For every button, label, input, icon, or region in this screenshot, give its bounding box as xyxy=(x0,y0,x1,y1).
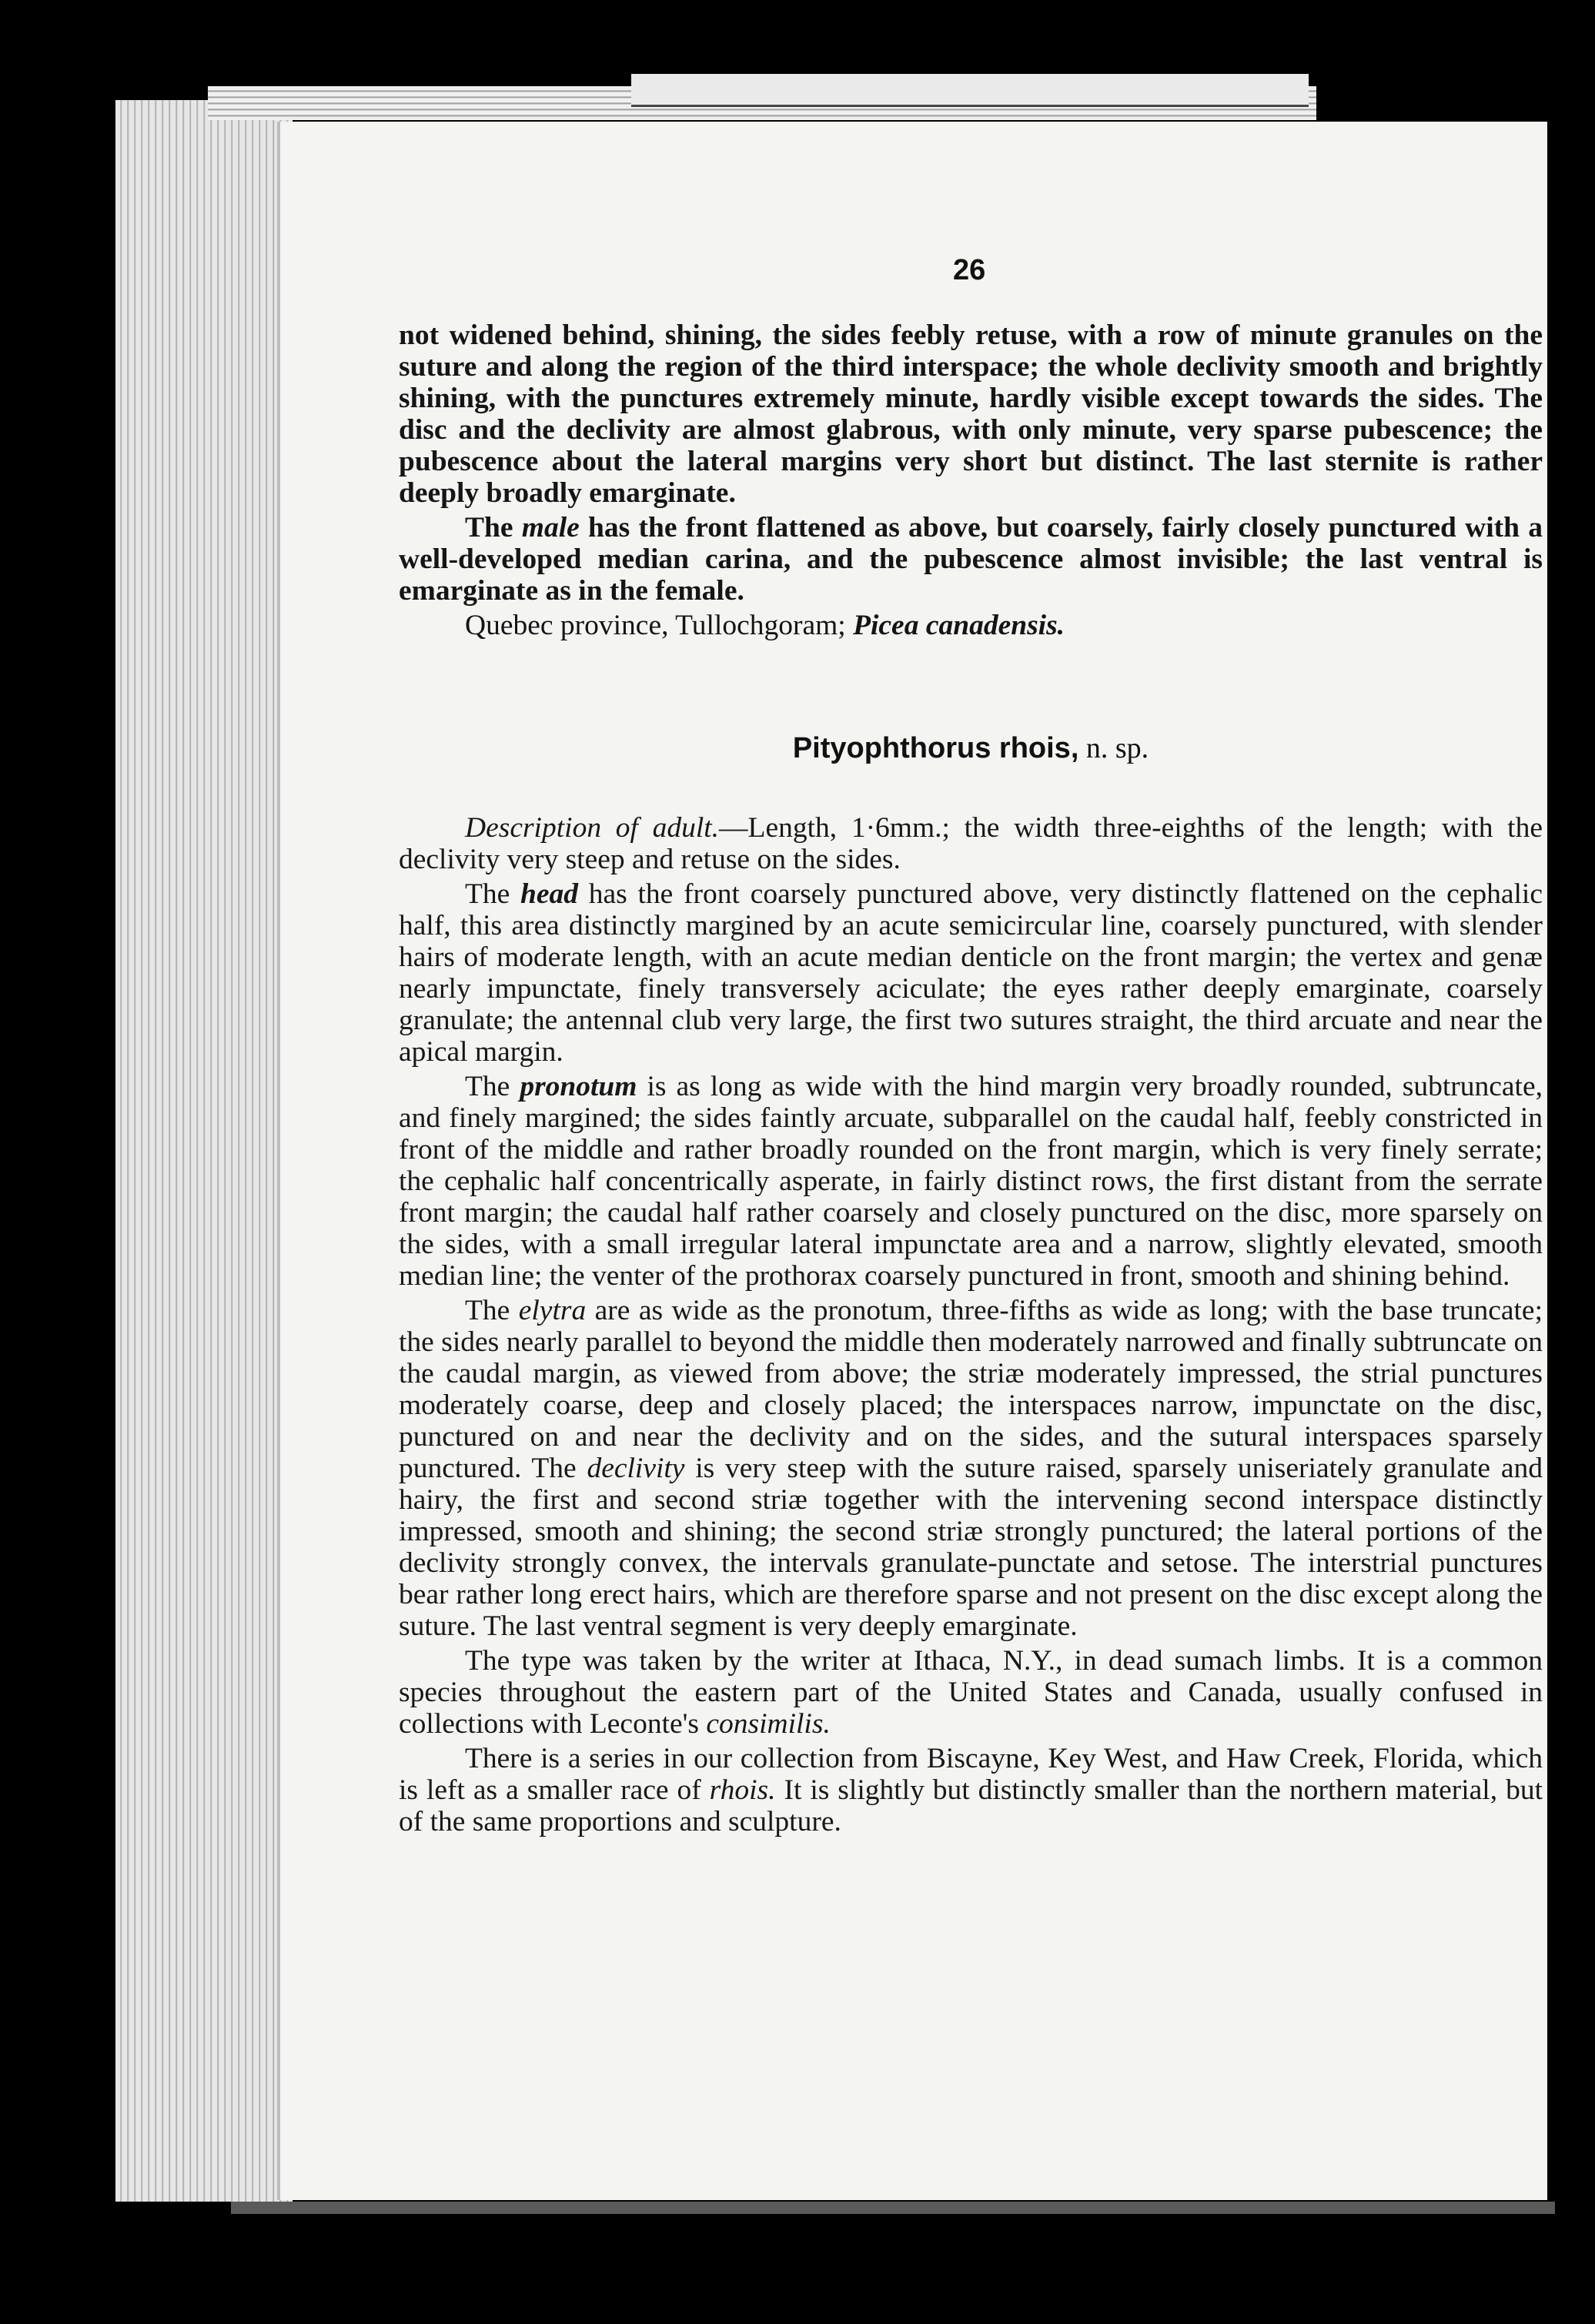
description-paragraph-4 xyxy=(399,1295,1543,1642)
intro-paragraph-2 xyxy=(399,512,1543,607)
intro-p2-em: male xyxy=(521,512,580,543)
description-block xyxy=(399,812,1543,1841)
description-paragraph-6 xyxy=(399,1743,1543,1837)
intro-p2-pre: The xyxy=(465,512,522,543)
desc-p2-post: has the front coarsely punctured above, very distinctly flattened on the cephalic half, this area distinctly margined by an acute semicircular line, coarsely punctured, with slender hairs of moderate length, with an acute median denticle on the front margin; the vertex and genæ nearly impunctate, finely transversely aciculate; the eyes rather deeply emarginate, coarsely granulate; the antennal club very large, the first two sutures straight, the third arcuate and near the apical margin. xyxy=(399,878,1543,1068)
intro-p3-pre: Quebec province, Tullochgoram; xyxy=(465,610,854,641)
desc-p6-post: It is slightly but distinctly smaller than the northern material, but of the same proportions and sculpture. xyxy=(399,1774,1543,1837)
description-paragraph-1 xyxy=(399,812,1543,875)
desc-p3-pre: The xyxy=(465,1071,520,1102)
desc-p1-post: —Length, 1·6mm.; the width three-eighths of the length; with the declivity very steep and retuse on the sides. xyxy=(399,812,1543,875)
desc-p4-post: is very steep with the suture raised, sparsely uniseriately granulate and hairy, the first and second striæ together with the intervening second interspace distinctly impressed, smooth and shining; the second striæ strongly punctured; the lateral portions of the declivity strongly convex, the intervals granulate-punctate and setose. The interstrial punctures bear rather long erect hairs, which are therefore sparse and not present on the disc except along the suture. The last ventral segment is very deeply emarginate. xyxy=(399,1453,1543,1642)
page-bottom-edge xyxy=(231,2202,1555,2214)
desc-p4-pre: The xyxy=(465,1295,519,1326)
desc-p2-em: head xyxy=(520,878,579,910)
desc-p6-pre: There is a series in our collection from Biscayne, Key West, and Haw Creek, Florida, which is left as a smaller race of xyxy=(399,1743,1543,1806)
desc-p3-em: pronotum xyxy=(520,1071,637,1102)
intro-p3-em: Picea canadensis. xyxy=(853,610,1065,641)
page-stack-edges xyxy=(115,100,293,2202)
intro-block xyxy=(399,319,1543,641)
desc-p5-pre: The type was taken by the writer at Ithaca, N.Y., in dead sumach limbs. It is a common species throughout the eastern part of the United States and Canada, usually confused in collections with Leconte's xyxy=(399,1645,1543,1740)
desc-p4-mid: are as wide as the pronotum, three-fifths as wide as long; with the base truncate; the sides nearly parallel to beyond the middle then moderately narrowed and finally subtruncate on the caudal margin, as viewed from above; the striæ moderately impressed, the strial punctures moderately coarse, deep and closely placed; the interspaces narrow, impunctate on the disc, punctured on and near the declivity and on the sides, and the sutural interspaces sparsely punctured. The xyxy=(399,1295,1543,1484)
desc-p6-em: rhois. xyxy=(709,1774,776,1806)
species-name: Pityophthorus rhois, xyxy=(792,732,1079,764)
description-paragraph-2 xyxy=(399,878,1543,1068)
page-number: 26 xyxy=(953,254,986,286)
description-paragraph-3 xyxy=(399,1071,1543,1292)
desc-p4-em2: declivity xyxy=(587,1453,685,1484)
desc-p3-post: is as long as wide with the hind margin very broadly rounded, subtruncate, and finely margined; the sides faintly arcuate, subparallel on the caudal half, feebly constricted in front of the middle and rather broadly rounded on the front margin, which is very finely serrate; the cephalic half concentrically asperate, in fairly distinct rows, the first distant from the serrate front margin; the caudal half rather coarsely and closely punctured on the disc, more sparsely on the sides, with a small irregular lateral impunctate area and a narrow, slightly elevated, smooth median line; the venter of the prothorax coarsely punctured in front, smooth and shining behind. xyxy=(399,1071,1543,1292)
desc-p5-em: consimilis. xyxy=(706,1708,831,1740)
intro-p2-post: has the front flattened as above, but coarsely, fairly closely punctured with a well-developed median carina, and the pubescence almost invisible; the last ventral is emarginate as in the female. xyxy=(399,512,1543,607)
description-paragraph-5 xyxy=(399,1645,1543,1740)
top-sheet-edge xyxy=(631,74,1309,107)
intro-paragraph-1: not widened behind, shining, the sides feebly retuse, with a row of minute granules on the suture and along the region of the third interspace; the whole declivity smooth and brightly shining, with the punctures extremely minute, hardly visible except towards the sides. The disc and the declivity are almost glabrous, with only minute, very sparse pubescence; the pubescence about the lateral margins very short but distinct. The last sternite is rather deeply broadly emarginate. xyxy=(399,319,1543,509)
species-suffix: n. sp. xyxy=(1078,732,1149,764)
desc-p1-em: Description of adult. xyxy=(465,812,720,844)
species-heading xyxy=(399,731,1543,765)
intro-paragraph-3 xyxy=(399,610,1543,641)
desc-p2-pre: The xyxy=(465,878,521,910)
desc-p4-em: elytra xyxy=(518,1295,587,1326)
